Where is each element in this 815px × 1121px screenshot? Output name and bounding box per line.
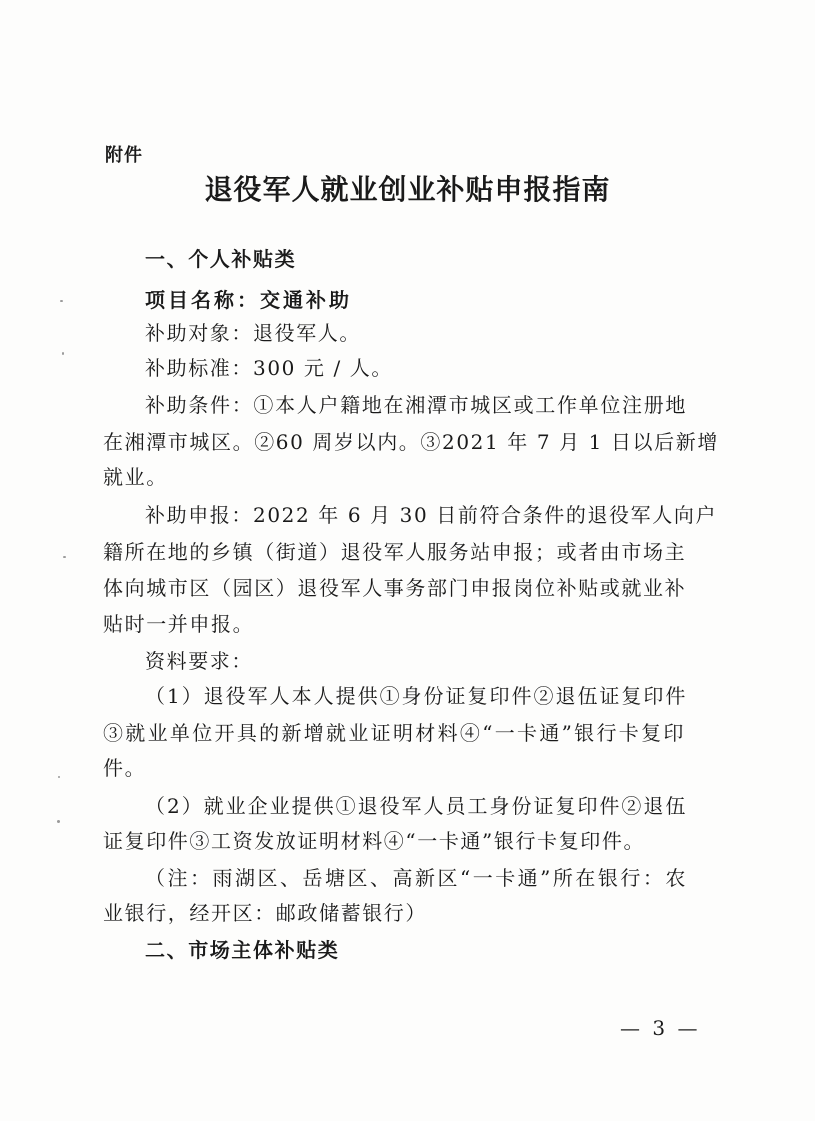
scan-speck: [57, 820, 60, 823]
scan-speck: [60, 300, 63, 302]
declaration-line: 体向城市区（园区）退役军人事务部门申报岗位补贴或就业补: [103, 576, 687, 600]
material-2-line: 证复印件③工资发放证明材料④“一卡通”银行卡复印件。: [103, 829, 646, 853]
section-heading-personal: 一、个人补贴类: [145, 247, 297, 271]
declaration-line: 补助申报：2022 年 6 月 30 日前符合条件的退役军人向户: [145, 503, 718, 527]
document-title: 退役军人就业创业补贴申报指南: [204, 173, 611, 206]
conditions-line: 补助条件：①本人户籍地在湘潭市城区或工作单位注册地: [145, 393, 687, 417]
materials-heading: 资料要求：: [145, 649, 253, 673]
conditions-line: 就业。: [103, 465, 168, 489]
scan-speck: [62, 352, 64, 355]
subsidy-target: 补助对象：退役军人。: [145, 321, 361, 345]
declaration-line: 籍所在地的乡镇（街道）退役军人服务站申报；或者由市场主: [103, 540, 687, 564]
material-1-line: （1）退役军人本人提供①身份证复印件②退伍证复印件: [145, 684, 687, 708]
material-2-line: （2）就业企业提供①退役军人员工身份证复印件②退伍: [145, 794, 687, 818]
scan-speck: [58, 776, 60, 778]
conditions-line: 在湘潭市城区。②60 周岁以内。③2021 年 7 月 1 日以后新增: [103, 430, 719, 454]
declaration-line: 贴时一并申报。: [103, 612, 255, 636]
note-line: （注：雨湖区、岳塘区、高新区“一卡通”所在银行：农: [145, 866, 687, 890]
scan-speck: [63, 556, 66, 558]
material-1-line: ③就业单位开具的新增就业证明材料④“一卡通”银行卡复印: [103, 721, 685, 745]
material-1-line: 件。: [103, 756, 147, 780]
page-number: — 3 —: [620, 1016, 701, 1040]
attachment-label: 附件: [105, 145, 143, 166]
subsidy-standard: 补助标准：300 元 / 人。: [145, 356, 393, 380]
project-name: 项目名称：交通补助: [145, 288, 352, 312]
section-heading-market: 二、市场主体补贴类: [145, 938, 340, 962]
note-line: 业银行，经开区：邮政储蓄银行）: [103, 901, 427, 925]
